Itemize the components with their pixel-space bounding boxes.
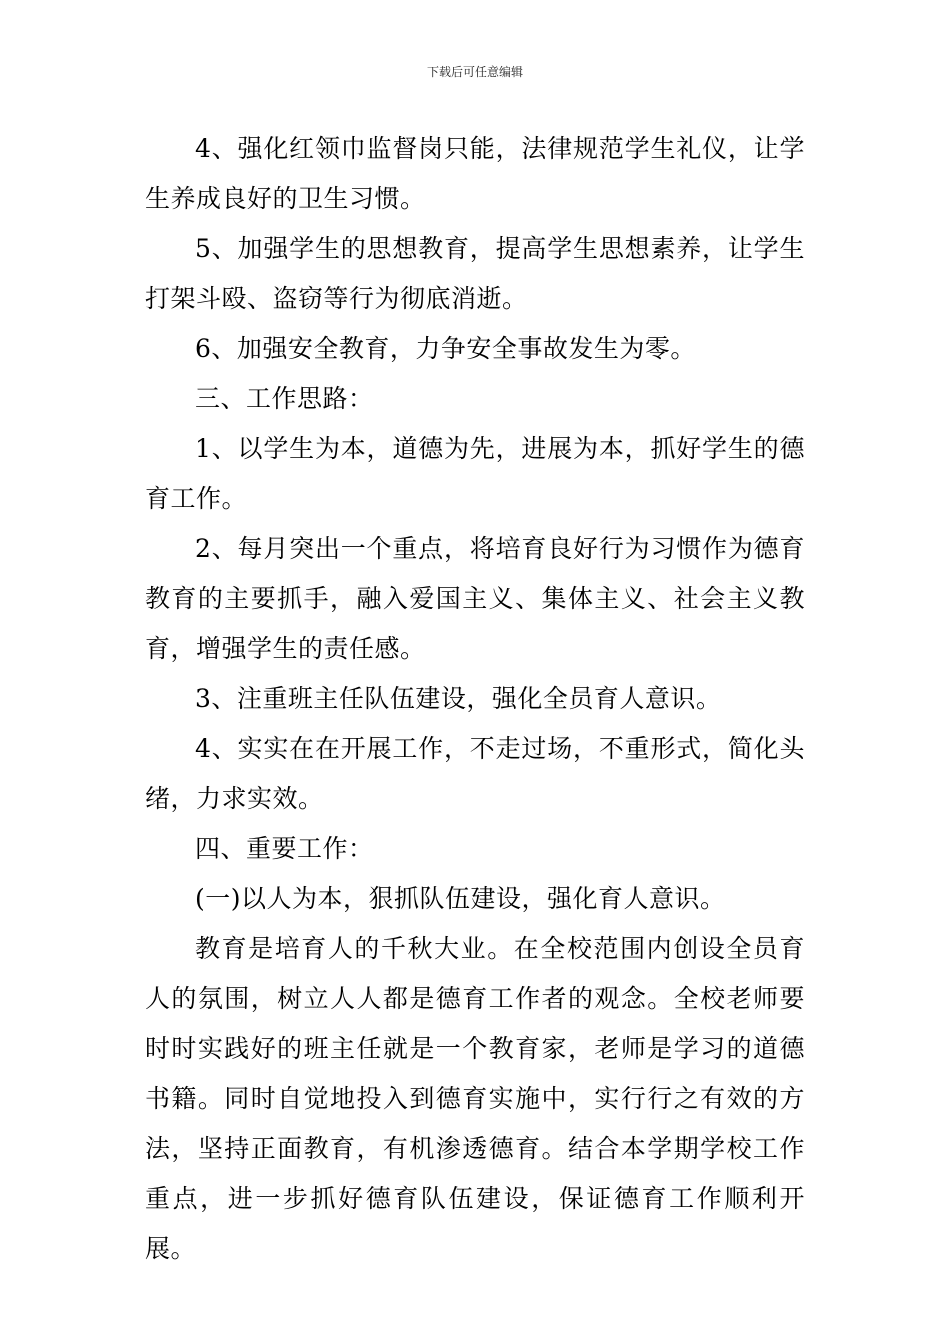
section-heading: 三、工作思路： (195, 384, 374, 413)
paragraph: 3、注重班主任队伍建设，强化全员育人意识。 (195, 684, 722, 713)
document-body (145, 124, 805, 1274)
section-heading: 四、重要工作： (195, 834, 374, 863)
paragraph: 6、加强安全教育，力争安全事故发生为零。 (195, 334, 696, 363)
paragraph: 4、实实在在开展工作，不走过场，不重形式，简化头绪，力求实效。 (145, 734, 805, 813)
paragraph: 5、加强学生的思想教育，提高学生思想素养，让学生打架斗殴、盗窃等行为彻底消逝。 (145, 234, 805, 313)
subsection-heading: (一)以人为本，狠抓队伍建设，强化育人意识。 (195, 884, 726, 913)
paragraph: 教育是培育人的千秋大业。在全校范围内创设全员育人的氛围，树立人人都是德育工作者的观念。全校老师要时时实践好的班主任就是一个教育家，老师是学习的道德书籍。同时自觉地投入到德育实施中，实行行之有效的方法，坚持正面教育，有机渗透德育。结合本学期学校工作重点，进一步抓好德育队伍建设，保证德育工作顺利开展。 (145, 934, 805, 1263)
paragraph: 4、强化红领巾监督岗只能，法律规范学生礼仪，让学生养成良好的卫生习惯。 (145, 134, 805, 213)
paragraph: 2、每月突出一个重点，将培育良好行为习惯作为德育教育的主要抓手，融入爱国主义、集体主义、社会主义教育，增强学生的责任感。 (145, 534, 805, 663)
page-header-note: 下载后可任意编辑 (426, 65, 523, 79)
paragraph: 1、以学生为本，道德为先，进展为本，抓好学生的德育工作。 (145, 434, 805, 513)
